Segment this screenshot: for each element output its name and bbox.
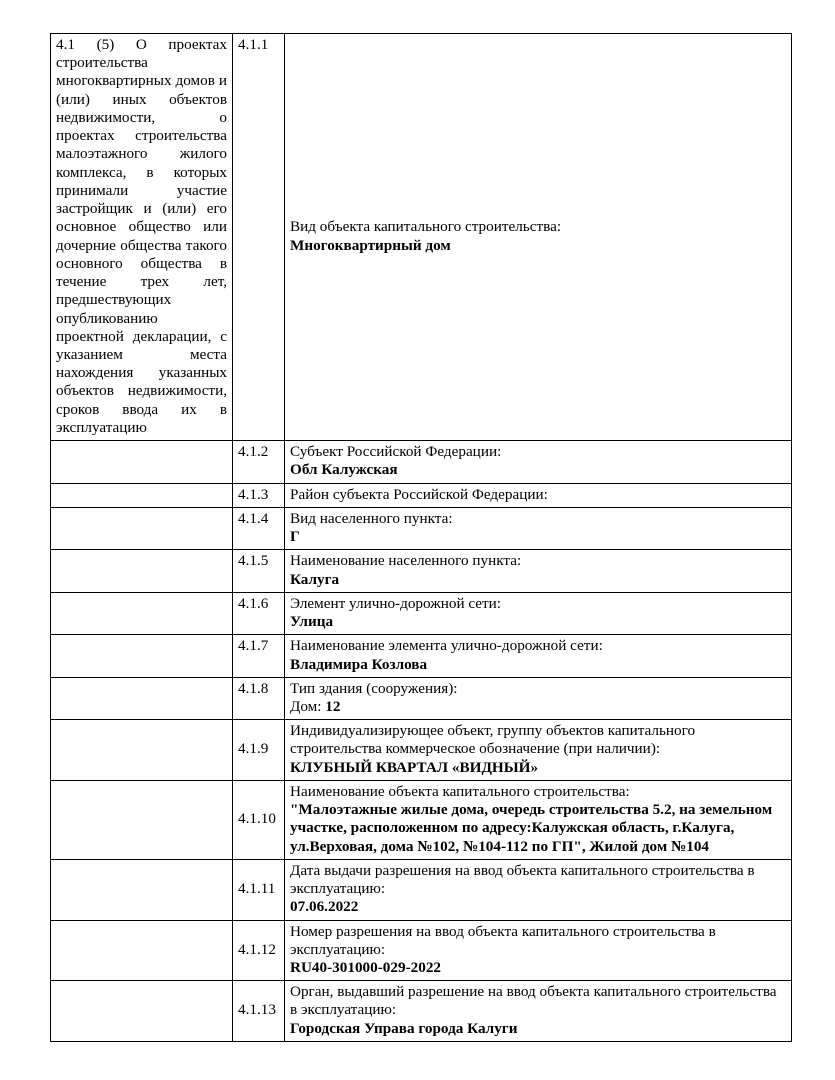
table-row <box>51 859 792 920</box>
row-answer: Многоквартирный дом <box>290 236 451 254</box>
empty-label-cell <box>51 920 233 981</box>
row-code-cell <box>233 34 285 441</box>
row-value-cell <box>285 635 792 677</box>
row-code-cell <box>233 677 285 719</box>
row-answer: Улица <box>290 613 334 631</box>
row-answer: КЛУБНЫЙ КВАРТАЛ «ВИДНЫЙ» <box>290 758 539 776</box>
row-code: 4.1.8 <box>238 679 269 697</box>
row-value-cell <box>285 859 792 920</box>
row-code-cell <box>233 720 285 781</box>
empty-label-cell <box>51 981 233 1042</box>
row-code: 4.1.9 <box>238 740 269 758</box>
row-code: 4.1.2 <box>238 443 269 461</box>
row-value-cell <box>285 677 792 719</box>
row-code: 4.1.6 <box>238 594 269 612</box>
row-code-cell <box>233 920 285 981</box>
row-code-cell <box>233 483 285 507</box>
row-code-cell <box>233 507 285 549</box>
row-answer-prefix: Дом: <box>290 697 326 715</box>
row-question: Номер разрешения на ввод объекта капитального строительства в эксплуатацию: <box>290 922 716 958</box>
row-code: 4.1.10 <box>238 810 276 828</box>
row-value-cell <box>285 34 792 441</box>
row-answer: Калуга <box>290 570 340 588</box>
row-code: 4.1.12 <box>238 940 276 958</box>
empty-label-cell <box>51 483 233 507</box>
row-answer: 12 <box>325 697 341 715</box>
table-row <box>51 720 792 781</box>
row-question: Вид объекта капитального строительства: <box>290 218 562 236</box>
row-answer: RU40-301000-029-2022 <box>290 959 442 977</box>
table-row <box>51 441 792 483</box>
row-answer: Г <box>290 528 300 546</box>
row-question: Район субъекта Российской Федерации: <box>290 485 548 503</box>
row-question: Индивидуализирующее объект, группу объектов капитального строительства коммерческое обозначение (при наличии): <box>290 722 696 758</box>
empty-label-cell <box>51 720 233 781</box>
empty-label-cell <box>51 859 233 920</box>
table-row <box>51 34 792 441</box>
empty-label-cell <box>51 780 233 859</box>
table-row <box>51 780 792 859</box>
section-label-cell <box>51 34 233 441</box>
row-value-cell <box>285 920 792 981</box>
table-row <box>51 920 792 981</box>
row-answer: "Малоэтажные жилые дома, очередь строительства 5.2, на земельном участке, расположенном по адресу:Калужская область, г.Калуга, ул.Верховая, дома №102, №104-112 по ГП", Жилой дом №104 <box>290 801 773 855</box>
row-code: 4.1.13 <box>238 1001 276 1019</box>
row-code-cell <box>233 981 285 1042</box>
row-code-cell <box>233 635 285 677</box>
table-row <box>51 507 792 549</box>
row-question: Наименование элемента улично-дорожной сети: <box>290 637 603 655</box>
row-value-cell <box>285 720 792 781</box>
row-question: Орган, выдавший разрешение на ввод объекта капитального строительства в эксплуатацию: <box>290 983 777 1019</box>
table-row <box>51 635 792 677</box>
table-row <box>51 483 792 507</box>
row-code: 4.1.5 <box>238 552 269 570</box>
table-row <box>51 550 792 592</box>
empty-label-cell <box>51 441 233 483</box>
empty-label-cell <box>51 677 233 719</box>
row-code: 4.1.4 <box>238 509 269 527</box>
row-value-cell <box>285 981 792 1042</box>
row-code-cell <box>233 592 285 634</box>
table-row <box>51 592 792 634</box>
empty-label-cell <box>51 635 233 677</box>
row-question: Вид населенного пункта: <box>290 509 453 527</box>
row-answer: Обл Калужская <box>290 461 398 479</box>
section-label-text: 4.1 (5) О проектах строительства многоквартирных домов и (или) иных объектов недвижимости, о проектах строительства малоэтажного жилого комплекса, в которых принимали участие застройщик и (или) его основное общество или дочерние общества такого основного общества в течение трех лет, предшествующих опубликованию проектной декларации, с указанием места нахождения указанных объектов недвижимости, сроков ввода их в эксплуатацию <box>56 36 227 436</box>
empty-label-cell <box>51 550 233 592</box>
row-value-cell <box>285 550 792 592</box>
row-answer: 07.06.2022 <box>290 898 359 916</box>
row-code-cell <box>233 859 285 920</box>
row-code: 4.1.11 <box>238 880 276 898</box>
row-code: 4.1.3 <box>238 485 269 503</box>
table-row <box>51 677 792 719</box>
row-value-cell <box>285 483 792 507</box>
row-question: Дата выдачи разрешения на ввод объекта капитального строительства в эксплуатацию: <box>290 861 755 898</box>
row-question: Наименование населенного пункта: <box>290 552 522 570</box>
row-code-cell <box>233 441 285 483</box>
row-question: Тип здания (сооружения): <box>290 679 458 697</box>
row-answer: Владимира Козлова <box>290 655 428 673</box>
row-code-cell <box>233 550 285 592</box>
row-question: Субъект Российской Федерации: <box>290 443 502 461</box>
empty-label-cell <box>51 592 233 634</box>
row-value-cell <box>285 441 792 483</box>
row-question: Элемент улично-дорожной сети: <box>290 594 502 612</box>
row-question: Наименование объекта капитального строительства: <box>290 782 630 800</box>
row-code-cell <box>233 780 285 859</box>
row-code: 4.1.7 <box>238 637 269 655</box>
empty-label-cell <box>51 507 233 549</box>
row-value-cell <box>285 780 792 859</box>
row-value-cell <box>285 507 792 549</box>
row-value-cell <box>285 592 792 634</box>
table-row <box>51 981 792 1042</box>
declaration-table <box>50 33 792 1042</box>
row-code: 4.1.1 <box>238 36 269 53</box>
row-answer: Городская Управа города Калуги <box>290 1019 518 1037</box>
